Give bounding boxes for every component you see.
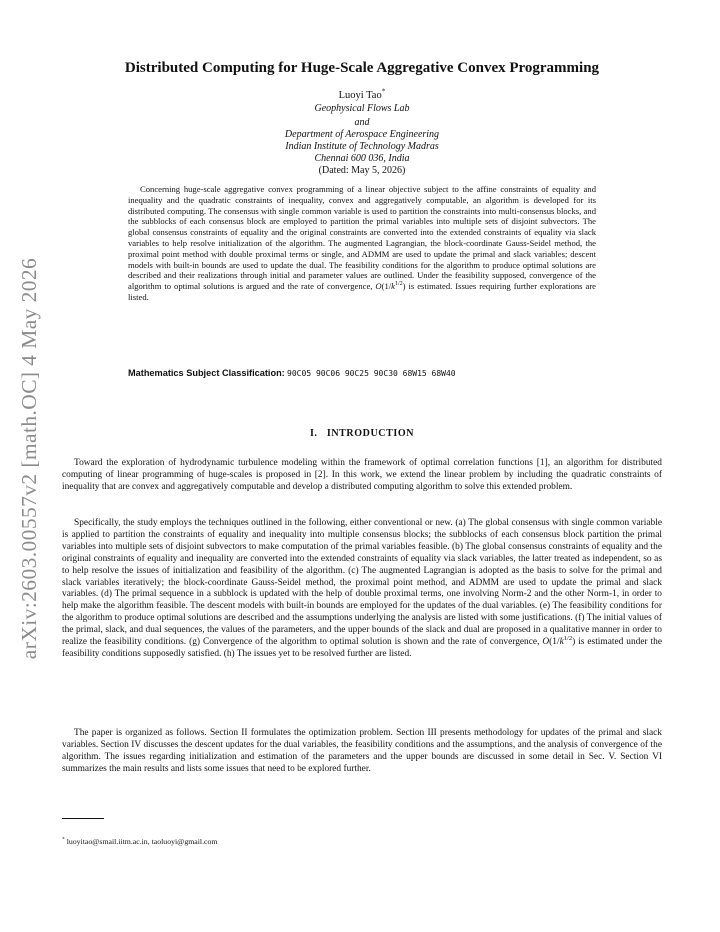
paragraph-2-text-after-math: is estimated under the feasibility conditions supposedly satisfied. (h) The issues yet to be resolved further are listed.: [62, 637, 662, 659]
author-footnote-marker: *: [381, 86, 386, 96]
abstract-math-open: (1/: [381, 281, 392, 292]
paragraph-2-math-big-o: O: [542, 637, 550, 648]
abstract-text-before-math: Concerning huge-scale aggregative convex programming of a linear objective subject to the affine constraints of equality and inequality and the quadratic constraints of inequality, convex and aggregatively computable, an algorithm is developed for its distributed computing. The consensus with single common variable is used to partition the constraints into multi-consensus blocks, and the subblocks of each consensus block are employed to partition the primal variables into multiple sets of disjoint subvectors. The global consensus constraints of equality and the original constraints are converted into the extended constraints of equality via slack variables to help resolve initialization of the algorithm. The augmented Lagrangian, the block-coordinate Gauss-Seidel method, the proximal point method with double proximal terms or single, and ADMM are used to update the primal and slack variables; descent models with built-in bounds are used to update the dual. The feasibility conditions for the algorithm to produce optimal solutions are described and their realizations through initial and parameter values are outlined. Under the feasibility supposed, convergence of the algorithm to optimal solutions is argued and the rate of convergence,: [128, 184, 596, 292]
affiliation-lab: Geophysical Flows Lab: [314, 103, 410, 114]
dated-line: (Dated: May 5, 2026): [318, 165, 406, 176]
abstract-math-close: ): [402, 281, 406, 292]
footnote-marker: *: [62, 836, 65, 843]
section-number: I.: [309, 428, 318, 439]
footnote: [62, 837, 662, 847]
paragraph-2-math-variable: k: [559, 637, 564, 648]
section-heading-introduction: [60, 428, 664, 439]
abstract-math-big-o: O: [375, 281, 382, 292]
paragraph-2-math-close: ): [572, 637, 576, 648]
arxiv-identifier-text: arXiv:2603.00557v2 [math.OC] 4 May 2026: [17, 257, 42, 659]
affiliation-institute: Indian Institute of Technology Madras: [285, 141, 439, 152]
intro-paragraph-3: The paper is organized as follows. Section II formulates the optimization problem. Section III presents methodology for updates of the primal and slack variables. Section IV discusses the descent updates for the dual variables, the feasibility conditions and the assumptions, and the analysis of convergence of the algorithm. The issues regarding initialization and estimation of the parameters and the upper bounds are discussed in some detail in Sec. V. Section VI summarizes the main results and lists some issues that need to be explored further.: [62, 728, 662, 774]
paper-title: Distributed Computing for Huge-Scale Aggregative Convex Programming: [124, 60, 600, 76]
footnote-emails: luoyitao@smail.iitm.ac.in, taoluoyi@gmail.com: [66, 837, 218, 846]
abstract-text-after-math: is estimated. Issues requiring further explorations are listed.: [128, 281, 596, 302]
subject-classification: [128, 367, 596, 380]
subject-classification-codes: 90C05 90C06 90C25 90C30 68W15 68W40: [287, 369, 456, 378]
subject-classification-label: Mathematics Subject Classification:: [128, 368, 285, 378]
abstract-math-exponent: 1/2: [394, 281, 403, 288]
footnote-divider: [62, 818, 104, 819]
section-title: INTRODUCTION: [326, 428, 415, 439]
affiliation-city: Chennai 600 036, India: [314, 153, 410, 164]
intro-paragraph-1: Toward the exploration of hydrodynamic turbulence modeling within the framework of optimal correlation functions [1], an algorithm for distributed computing of linear programming of huge-scales is proposed in [2]. In this work, we extend the linear problem by including the quadratic constraints of inequality that are convex and aggregatively computable and develop a distributed computing algorithm to solve this extended problem.: [62, 458, 662, 492]
paragraph-2-text-before-math: Specifically, the study employs the techniques outlined in the following, either conventional or new. (a) The global consensus with single common variable is applied to partition the constraints of equality and inequality into multiple consensus blocks; the subblocks of each consensus block partition the primal variables into multiple sets of disjoint subvectors to make computation of the primal variables feasible. (b) The global consensus constraints of equality and the original constraints of equality and inequality are converted into the extended constraints of equality via slack variables, the latter treated as independent, so as to help resolve the issues of initialization and feasibility of the algorithm. (c) The augmented Lagrangian is adopted as the basis to solve for the primal and slack variables iteratively; the block-coordinate Gauss-Seidel method, the proximal point method, and ADMM are used to update the primal and slack variables. (d) The primal sequence in a subblock is updated with the help of double proximal terms, one involving Norm-2 and the other Norm-1, in order to help make the algorithm feasible. The descent models with built-in bounds are employed for the updates of the dual variables. (e) The feasibility conditions for the algorithm to produce optimal solutions are described and the assumptions underlying the analysis are listed with some justifications. (f) The initial values of the primal, slack, and dual sequences, the values of the parameters, and the upper bounds of the slack and dual are proposed in a qualitative manner in order to realize the feasibility conditions. (g) Convergence of the algorithm to optimal solution is shown and the rate of convergence,: [62, 518, 662, 648]
paragraph-2-math-exponent: 1/2: [563, 634, 573, 642]
paragraph-2-math-open: (1/: [549, 637, 560, 648]
author-name: Luoyi Tao: [338, 90, 382, 101]
affiliation-department: Department of Aerospace Engineering: [284, 129, 440, 140]
abstract-math-variable: k: [391, 281, 395, 292]
author-line: [200, 86, 524, 102]
abstract: [128, 184, 596, 303]
affiliation-conjunction: and: [354, 117, 370, 128]
arxiv-identifier-stamp: [8, 248, 52, 668]
intro-paragraph-2: [62, 518, 662, 661]
